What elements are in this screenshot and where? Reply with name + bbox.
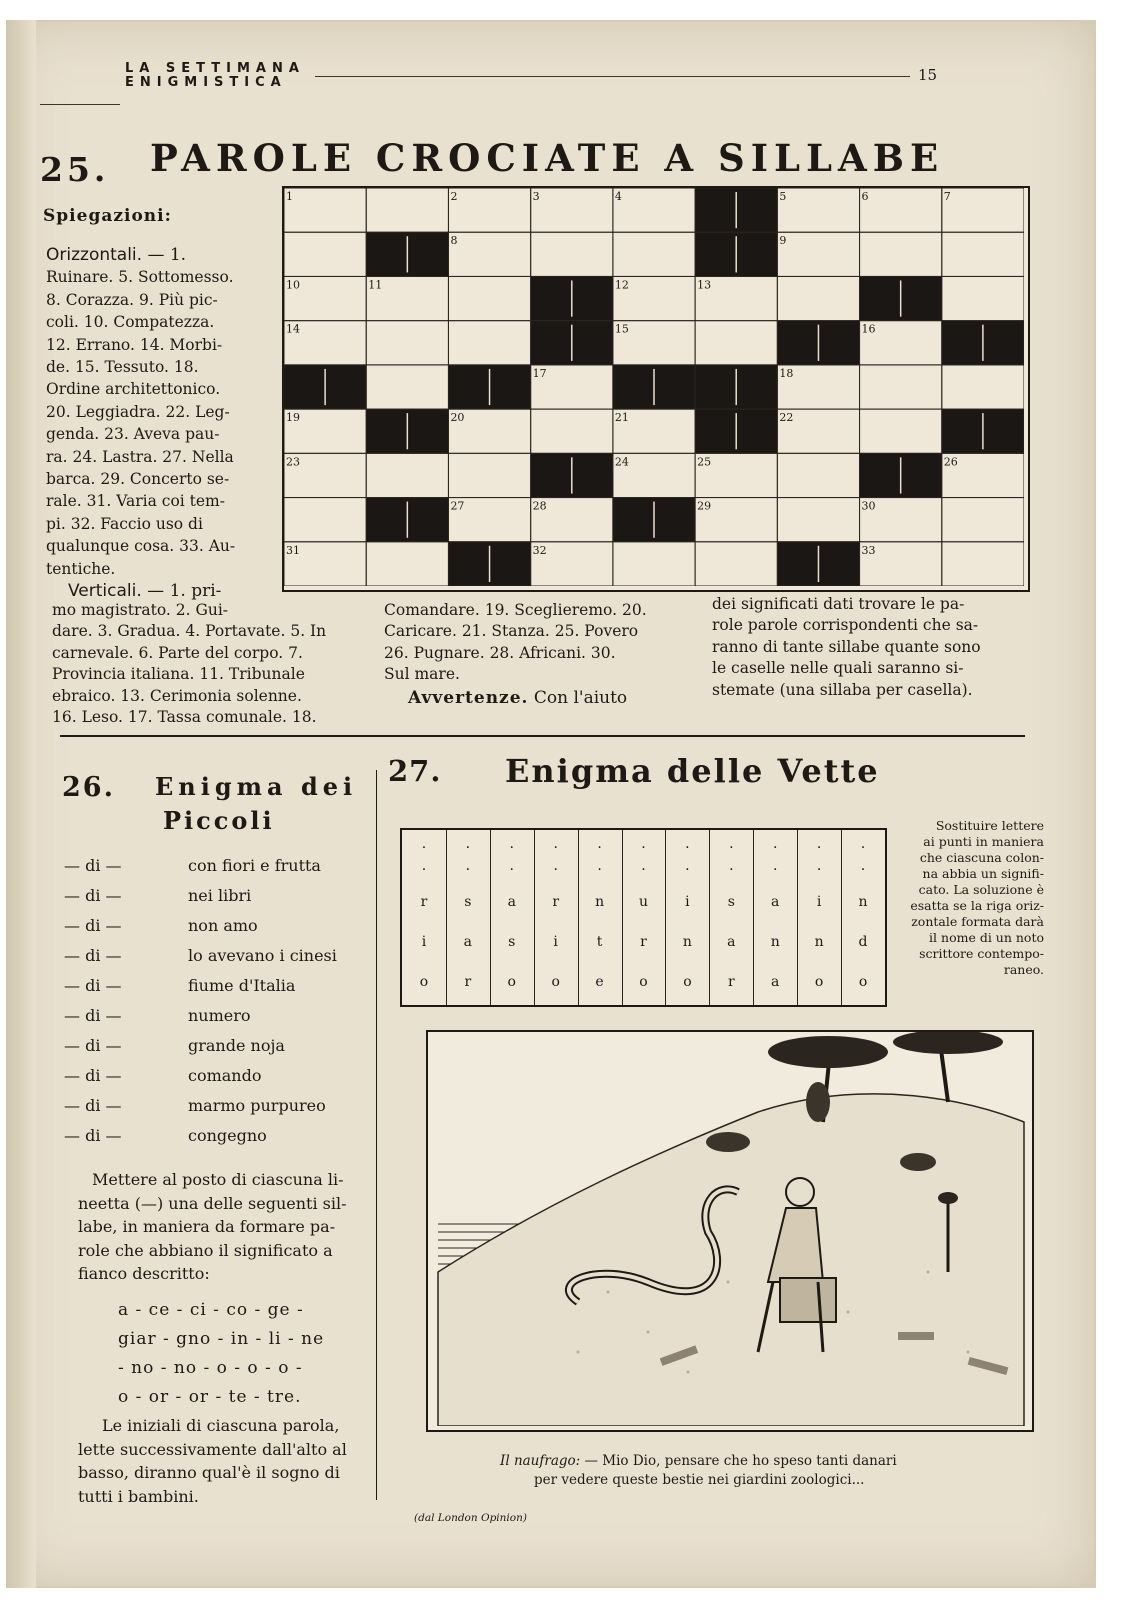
crossword-cell[interactable] (284, 188, 366, 232)
vette-letter: i (685, 894, 690, 910)
vette-letter: r (552, 894, 560, 910)
crossword-cell[interactable] (695, 321, 777, 365)
puzzle26-instructions (78, 1168, 380, 1286)
orizzontali-line: rale. 31. Varia coi tem- (46, 492, 225, 511)
verticali-line: Caricare. 21. Stanza. 25. Povero (384, 622, 639, 641)
crossword-cell[interactable] (531, 188, 613, 232)
vette-letter: o (683, 974, 692, 990)
crossword-number: 17 (532, 366, 547, 380)
crossword-cell[interactable] (366, 188, 448, 232)
piccoli-blank[interactable]: — di — (64, 1006, 122, 1025)
masthead-line2: ENIGMISTICA (125, 75, 287, 90)
instruction-line: scrittore contempo- (919, 946, 1044, 961)
vette-letter: o (639, 974, 648, 990)
piccoli-clue: con fiori e frutta (188, 856, 321, 875)
instruction-line: na abbia un signifi- (922, 866, 1044, 881)
piccoli-blank[interactable]: — di — (64, 1096, 122, 1115)
closing-line: basso, diranno qual'è il sogno di (78, 1463, 340, 1483)
crossword-cell[interactable] (777, 276, 859, 320)
crossword-cell[interactable] (366, 365, 448, 409)
section-divider (60, 735, 1025, 737)
vette-letter: a (507, 894, 516, 910)
piccoli-clue: nei libri (188, 886, 252, 905)
piccoli-blank[interactable]: — di — (64, 1066, 122, 1085)
puzzle25-number: 25. (40, 150, 110, 189)
piccoli-clue: congegno (188, 1126, 267, 1145)
castaway-drawing (428, 1032, 1028, 1426)
piccoli-blank[interactable]: — di — (64, 916, 122, 935)
instruction-line: ai punti in maniera (923, 834, 1044, 849)
vette-letter: e (595, 974, 604, 990)
vette-dot-cell[interactable]: . (729, 836, 734, 852)
vette-letter: n (682, 934, 692, 950)
vette-dot-cell[interactable]: . (597, 836, 602, 852)
vette-letter: n (770, 934, 780, 950)
verticali-line: ebraico. 13. Cerimonia solenne. (52, 686, 302, 705)
crossword-cell[interactable] (366, 542, 448, 586)
piccoli-clue: grande noja (188, 1036, 285, 1055)
vette-letter: r (640, 934, 647, 950)
crossword-cell[interactable] (448, 232, 530, 276)
crossword-number: 15 (614, 322, 629, 336)
vette-dot-cell[interactable]: . (509, 836, 514, 852)
piccoli-row (64, 916, 258, 935)
crossword-number: 24 (614, 455, 629, 469)
crossword-grid[interactable] (282, 186, 1030, 592)
vette-dot-cell[interactable]: . (772, 836, 778, 852)
crossword-cell[interactable] (366, 453, 448, 497)
vette-letter: n (595, 894, 605, 910)
vette-letter: o (419, 974, 429, 990)
caption-line1: — Mio Dio, pensare che ho speso tanti danari (584, 1453, 897, 1469)
vette-dot-cell[interactable]: . (685, 858, 690, 874)
vette-dot-cell[interactable]: . (465, 836, 471, 852)
vette-letter: r (727, 974, 735, 990)
orizzontali-clues (46, 266, 260, 580)
verticali-line: Provincia italiana. 11. Tribunale (52, 665, 305, 684)
orizzontali-line: Ordine architettonico. (46, 380, 221, 399)
crossword-number: 6 (861, 190, 869, 203)
instruction-line: zontale formata darà (911, 914, 1044, 929)
crossword-number: 27 (450, 499, 465, 513)
crossword-cell[interactable] (448, 276, 530, 320)
vette-letter: a (463, 934, 473, 950)
closing-line: Le iniziali di ciascuna parola, (102, 1416, 340, 1435)
orizzontali-line: coli. 10. Compatezza. (46, 313, 215, 332)
piccoli-clue: marmo purpureo (188, 1096, 326, 1115)
syllable-line: a - ce - ci - co - ge - (118, 1300, 304, 1320)
crossword-number: 9 (779, 234, 787, 248)
vette-dot-cell[interactable]: . (860, 836, 866, 852)
piccoli-row (64, 1096, 326, 1115)
crossword-number: 32 (532, 543, 547, 557)
crossword-number: 33 (861, 543, 876, 557)
vette-letter: o (507, 974, 516, 990)
vette-dot-cell[interactable]: . (816, 858, 822, 874)
verticali-first: 1. pri- (169, 581, 222, 602)
cartoon-credit: (dal London Opinion) (414, 1512, 527, 1524)
crossword-cell[interactable] (942, 542, 1024, 586)
orizzontali-block (46, 244, 260, 603)
crossword-cell[interactable] (942, 276, 1024, 320)
orizzontali-line: 12. Errano. 14. Morbi- (46, 335, 223, 354)
vette-dot-cell[interactable]: . (641, 858, 646, 874)
avvertenze-line: role parole corrispondenti che sa- (712, 616, 979, 635)
crossword-number: 25 (697, 455, 712, 469)
verticali-line: Sul mare. (384, 665, 460, 684)
piccoli-row (64, 976, 295, 995)
crossword-number: 26 (943, 455, 958, 469)
vette-letter: n (814, 934, 824, 950)
crossword-cell[interactable] (448, 321, 530, 365)
crossword-number: 31 (286, 543, 300, 557)
piccoli-blank[interactable]: — di — (64, 946, 122, 965)
avvertenze-label: Avvertenze. (408, 688, 529, 708)
crossword-cell[interactable] (613, 232, 695, 276)
piccoli-clue: fiume d'Italia (188, 976, 296, 995)
vette-dot-cell[interactable]: . (685, 836, 690, 852)
orizzontali-line: barca. 29. Concerto se- (46, 470, 230, 489)
puzzle27-title: Enigma delle Vette (505, 752, 880, 790)
crossword-cell[interactable] (777, 188, 859, 232)
crossword-number: 3 (532, 190, 540, 203)
crossword-cell[interactable] (366, 321, 448, 365)
piccoli-row (64, 1036, 285, 1055)
avvertenze-line (408, 688, 627, 708)
orizzontali-label: Orizzontali. — (46, 245, 165, 265)
puzzle26-syllables (118, 1296, 324, 1412)
crossword-cell[interactable] (860, 188, 942, 232)
crossword-number: 2 (450, 190, 458, 203)
instruction-line: role che abbiano il significato a (78, 1240, 333, 1260)
vette-letter: o (814, 974, 824, 990)
vette-dot-cell[interactable]: . (597, 858, 602, 874)
vette-dot-cell[interactable]: . (860, 858, 866, 874)
crossword-cell[interactable] (942, 232, 1024, 276)
crossword-number: 5 (779, 190, 787, 203)
crossword-cell[interactable] (695, 542, 777, 586)
instruction-line: Sostituire lettere (935, 818, 1044, 833)
masthead-rule-left (40, 104, 120, 105)
piccoli-clue: numero (188, 1006, 251, 1025)
avvertenze-line: stemate (una sillaba per casella). (712, 680, 973, 699)
verticali-line: dare. 3. Gradua. 4. Portavate. 5. In (52, 622, 327, 641)
crossword-cell[interactable] (777, 498, 859, 542)
crossword-cell[interactable] (613, 542, 695, 586)
crossword-number: 29 (697, 499, 712, 513)
vette-letter: n (858, 894, 868, 910)
piccoli-row (64, 1006, 251, 1025)
crossword-number: 28 (532, 499, 547, 513)
piccoli-blank[interactable]: — di — (64, 856, 122, 875)
crossword-cell[interactable] (531, 232, 613, 276)
caption-line2: per vedere queste bestie nei giardini zoologici... (534, 1472, 865, 1488)
piccoli-row (64, 856, 321, 875)
piccoli-blank[interactable]: — di — (64, 1126, 122, 1145)
crossword-number: 16 (861, 322, 876, 336)
orizzontali-line: Ruinare. 5. Sottomesso. (46, 268, 234, 287)
crossword-cell[interactable] (860, 365, 942, 409)
vette-letter: u (638, 894, 648, 910)
crossword-number: 13 (697, 278, 712, 292)
vette-dot-cell[interactable]: . (509, 858, 514, 874)
instruction-line: labe, in maniera da formare pa- (78, 1217, 336, 1237)
vette-letter: i (816, 894, 822, 910)
vette-letter: i (421, 934, 427, 950)
instruction-line: cato. La soluzione è (918, 882, 1044, 897)
orizzontali-line: 20. Leggiadra. 22. Leg- (46, 402, 230, 421)
vette-dot-cell[interactable]: . (772, 858, 778, 874)
crossword-cell[interactable] (284, 498, 366, 542)
crossword-number: 19 (286, 411, 300, 425)
crossword-number: 8 (450, 234, 458, 248)
piccoli-row (64, 1066, 261, 1085)
vette-letter: t (596, 934, 603, 950)
crossword-number: 14 (286, 322, 300, 336)
caption-speaker: Il naufrago: (500, 1453, 581, 1469)
verticali-line: 26. Pugnare. 28. Africani. 30. (384, 643, 616, 662)
crossword-number: 21 (614, 411, 629, 425)
verticali-clues-col2 (384, 600, 696, 686)
instruction-line: il nome di un noto (929, 930, 1044, 945)
crossword-number: 4 (614, 190, 622, 203)
puzzle26-number: 26. (62, 772, 115, 803)
vette-letter: i (553, 934, 558, 950)
piccoli-clue: lo avevano i cinesi (188, 946, 337, 965)
crossword-cell[interactable] (284, 232, 366, 276)
crossword-number: 22 (779, 411, 794, 425)
crossword-number: 1 (286, 190, 293, 203)
piccoli-clue: non amo (188, 916, 258, 935)
piccoli-clue: comando (188, 1066, 262, 1085)
crossword-cell[interactable] (942, 365, 1024, 409)
avvertenze-start: Con l'aiuto (533, 688, 628, 708)
orizzontali-first: 1. (169, 245, 187, 265)
crossword-svg (284, 188, 1024, 586)
vette-letter: r (420, 894, 428, 910)
puzzle27-number: 27. (388, 754, 442, 788)
vette-dot-cell[interactable]: . (729, 858, 734, 874)
orizzontali-line: ra. 24. Lastra. 27. Nella (46, 447, 234, 466)
crossword-cell[interactable] (777, 232, 859, 276)
verticali-line: carnevale. 6. Parte del corpo. 7. (52, 643, 303, 662)
vette-grid[interactable] (400, 828, 887, 1007)
instruction-line: neetta (—) una delle seguenti sil- (78, 1193, 347, 1213)
verticali-line: 16. Leso. 17. Tassa comunale. 18. (52, 708, 317, 727)
crossword-number: 7 (943, 190, 951, 203)
orizzontali-line: genda. 23. Aveva pau- (46, 425, 220, 444)
column-divider (376, 770, 377, 1500)
crossword-cell[interactable] (531, 409, 613, 453)
orizzontali-line: pi. 32. Faccio uso di (46, 514, 203, 533)
vette-letter: o (858, 974, 868, 990)
verticali-clues-col1 (52, 600, 370, 728)
orizzontali-line: 8. Corazza. 9. Più pic- (46, 290, 218, 309)
crossword-cell[interactable] (777, 453, 859, 497)
avvertenze-line: ranno di tante sillabe quante sono (712, 637, 981, 656)
vette-letter: s (727, 894, 735, 910)
instruction-line: Mettere al posto di ciascuna li- (92, 1170, 344, 1189)
crossword-number: 23 (286, 455, 300, 469)
orizzontali-line: tentiche. (46, 559, 116, 578)
crossword-cell[interactable] (448, 453, 530, 497)
masthead-rule-right (315, 76, 910, 77)
vette-dot-cell[interactable]: . (421, 836, 427, 852)
crossword-cell[interactable] (448, 188, 530, 232)
vette-letter: s (508, 934, 516, 950)
crossword-number: 30 (861, 499, 876, 513)
instruction-line: fianco descritto: (78, 1264, 210, 1284)
piccoli-blank[interactable]: — di — (64, 1036, 122, 1055)
crossword-cell[interactable] (613, 188, 695, 232)
verticali-line: mo magistrato. 2. Gui- (52, 601, 229, 619)
spiegazioni-heading: Spiegazioni: (43, 206, 172, 226)
orizzontali-line: de. 15. Tessuto. 18. (46, 358, 199, 377)
closing-line: lette successivamente dall'alto al (78, 1439, 347, 1459)
crossword-number: 18 (779, 366, 794, 380)
piccoli-row (64, 886, 251, 905)
puzzle26-title-line2: Piccoli (163, 806, 275, 835)
verticali-line: Comandare. 19. Sceglieremo. 20. (384, 601, 647, 619)
piccoli-row (64, 1126, 267, 1145)
masthead-line1: LA SETTIMANA (125, 61, 305, 76)
instruction-line: raneo. (1003, 962, 1044, 977)
vette-dot-cell[interactable]: . (421, 858, 427, 874)
crossword-cell[interactable] (860, 409, 942, 453)
avvertenze-line: dei significati dati trovare le pa- (712, 595, 965, 613)
instruction-line: esatta se la riga oriz- (910, 898, 1044, 913)
piccoli-blank[interactable]: — di — (64, 886, 122, 905)
crossword-number: 12 (614, 278, 629, 292)
instruction-line: che ciascuna colon- (919, 850, 1044, 865)
puzzle26-closing (78, 1414, 388, 1508)
vette-letter: a (727, 934, 736, 950)
vette-letter: o (551, 974, 560, 990)
orizzontali-line: qualunque cosa. 33. Au- (46, 537, 236, 556)
cartoon-illustration (426, 1030, 1034, 1432)
avvertenze-text (712, 594, 1030, 701)
piccoli-blank[interactable]: — di — (64, 976, 122, 995)
puzzle26-title-line1: Enigma dei (155, 772, 358, 801)
crossword-number: 10 (286, 278, 300, 292)
page-number: 15 (918, 66, 938, 84)
vette-dot-cell[interactable]: . (553, 836, 558, 852)
syllable-line: o - or - or - te - tre. (118, 1387, 302, 1407)
crossword-cell[interactable] (942, 188, 1024, 232)
vette-letter: s (464, 894, 472, 910)
piccoli-row (64, 946, 337, 965)
closing-line: tutti i bambini. (78, 1486, 199, 1506)
crossword-number: 11 (368, 278, 383, 292)
vette-letter: d (858, 934, 868, 950)
vette-letter: r (464, 974, 472, 990)
crossword-number: 20 (450, 411, 465, 425)
vette-letter: a (771, 974, 780, 990)
masthead (125, 62, 305, 90)
vette-letter: a (771, 894, 780, 910)
syllable-line: giar - gno - in - li - ne (118, 1329, 325, 1349)
avvertenze-line: le caselle nelle quali saranno si- (712, 659, 964, 678)
puzzle27-instructions (886, 818, 1044, 978)
verticali-label: Verticali. — (68, 581, 165, 602)
vette-dot-cell[interactable]: . (641, 836, 646, 852)
syllable-line: - no - no - o - o - o - (118, 1358, 303, 1378)
vette-dot-cell[interactable]: . (465, 858, 471, 874)
crossword-cell[interactable] (860, 232, 942, 276)
crossword-cell[interactable] (942, 498, 1024, 542)
vette-dot-cell[interactable]: . (816, 836, 822, 852)
cartoon-caption (500, 1452, 897, 1490)
vette-dot-cell[interactable]: . (553, 858, 558, 874)
puzzle25-title: PAROLE CROCIATE A SILLABE (150, 136, 945, 180)
